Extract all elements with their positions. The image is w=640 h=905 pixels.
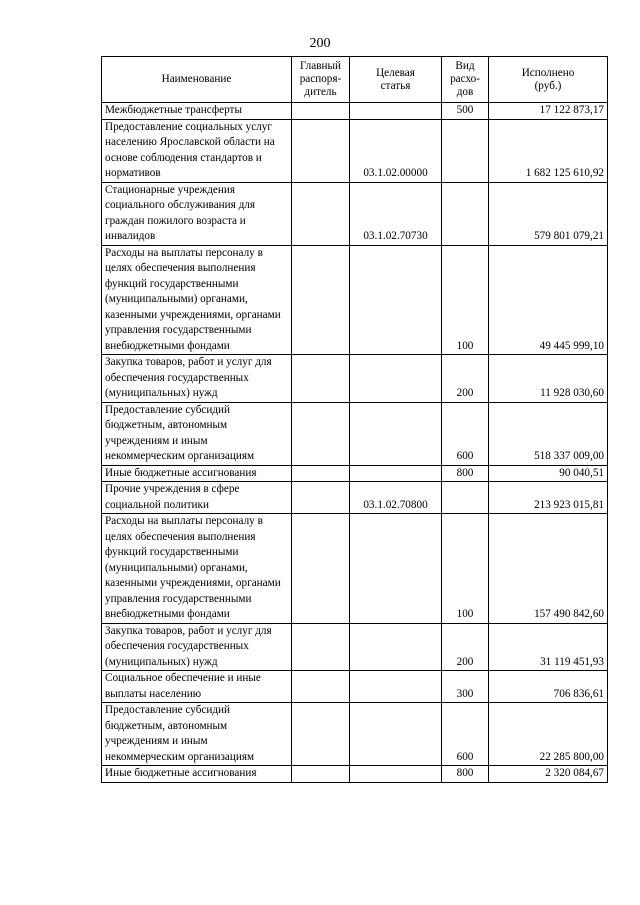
row-name: Предоставление субсидий бюджетным, автономным учреждениям и иным некоммерческим организациям: [102, 703, 292, 766]
row-admin: [292, 465, 350, 482]
row-name: Социальное обеспечение и иные выплаты населению: [102, 671, 292, 703]
row-admin: [292, 402, 350, 465]
row-code: [350, 671, 442, 703]
table-row: [102, 245, 608, 355]
row-admin: [292, 245, 350, 355]
row-name: Иные бюджетные ассигнования: [102, 766, 292, 783]
row-admin: [292, 671, 350, 703]
table-row: [102, 103, 608, 120]
row-admin: [292, 482, 350, 514]
row-amount: 1 682 125 610,92: [489, 119, 608, 182]
row-amount: 17 122 873,17: [489, 103, 608, 120]
row-amount: 90 040,51: [489, 465, 608, 482]
header-admin: Главный распоря- дитель: [292, 57, 350, 103]
row-amount: 518 337 009,00: [489, 402, 608, 465]
page-number: 200: [309, 36, 331, 51]
row-code: 03.1.02.70730: [350, 182, 442, 245]
table-row: [102, 482, 608, 514]
row-admin: [292, 766, 350, 783]
row-code: [350, 514, 442, 624]
row-name: Прочие учреждения в сфере социальной политики: [102, 482, 292, 514]
row-amount: 11 928 030,60: [489, 355, 608, 403]
row-name: Иные бюджетные ассигнования: [102, 465, 292, 482]
row-name: Предоставление социальных услуг населению Ярославской области на основе соблюдения стандартов и нормативов: [102, 119, 292, 182]
table-row: [102, 703, 608, 766]
row-kind: [442, 182, 489, 245]
table-header-row: [102, 57, 608, 103]
table-row: [102, 355, 608, 403]
table-row: [102, 119, 608, 182]
row-name: Стационарные учреждения социального обслуживания для граждан пожилого возраста и инвалидов: [102, 182, 292, 245]
row-code: [350, 245, 442, 355]
table-row: [102, 514, 608, 624]
row-kind: 200: [442, 623, 489, 671]
row-admin: [292, 182, 350, 245]
row-amount: 213 923 015,81: [489, 482, 608, 514]
row-admin: [292, 514, 350, 624]
row-kind: 300: [442, 671, 489, 703]
row-name: Закупка товаров, работ и услуг для обеспечения государственных (муниципальных) нужд: [102, 623, 292, 671]
row-code: [350, 703, 442, 766]
row-name: Закупка товаров, работ и услуг для обеспечения государственных (муниципальных) нужд: [102, 355, 292, 403]
row-code: [350, 103, 442, 120]
row-kind: [442, 119, 489, 182]
table-row: [102, 623, 608, 671]
table-row: [102, 766, 608, 783]
header-name: Наименование: [102, 57, 292, 103]
row-admin: [292, 103, 350, 120]
header-target: Целевая статья: [350, 57, 442, 103]
row-code: [350, 355, 442, 403]
row-amount: 49 445 999,10: [489, 245, 608, 355]
row-amount: 22 285 800,00: [489, 703, 608, 766]
row-code: [350, 465, 442, 482]
header-kind: Вид расхо- дов: [442, 57, 489, 103]
row-code: 03.1.02.70800: [350, 482, 442, 514]
row-kind: 500: [442, 103, 489, 120]
row-amount: 31 119 451,93: [489, 623, 608, 671]
row-kind: 600: [442, 402, 489, 465]
row-kind: [442, 482, 489, 514]
row-admin: [292, 355, 350, 403]
table-row: [102, 402, 608, 465]
row-code: [350, 623, 442, 671]
row-admin: [292, 119, 350, 182]
row-name: Межбюджетные трансферты: [102, 103, 292, 120]
table-row: [102, 465, 608, 482]
row-kind: 100: [442, 514, 489, 624]
row-name: Расходы на выплаты персоналу в целях обеспечения выполнения функций государственными (муниципальными) органами, казенными учреждениями, органами управления государственными внебюджетными фондами: [102, 245, 292, 355]
row-amount: 579 801 079,21: [489, 182, 608, 245]
row-code: [350, 402, 442, 465]
row-kind: 800: [442, 766, 489, 783]
row-code: 03.1.02.00000: [350, 119, 442, 182]
row-code: [350, 766, 442, 783]
budget-table: [101, 56, 608, 783]
header-amount: Исполнено (руб.): [489, 57, 608, 103]
table-row: [102, 182, 608, 245]
row-kind: 800: [442, 465, 489, 482]
row-admin: [292, 703, 350, 766]
row-admin: [292, 623, 350, 671]
row-name: Расходы на выплаты персоналу в целях обеспечения выполнения функций государственными (муниципальными) органами, казенными учреждениями, органами управления государственными внебюджетными фондами: [102, 514, 292, 624]
row-kind: 200: [442, 355, 489, 403]
row-amount: 706 836,61: [489, 671, 608, 703]
row-amount: 2 320 084,67: [489, 766, 608, 783]
table-row: [102, 671, 608, 703]
row-amount: 157 490 842,60: [489, 514, 608, 624]
row-kind: 600: [442, 703, 489, 766]
row-name: Предоставление субсидий бюджетным, автономным учреждениям и иным некоммерческим организациям: [102, 402, 292, 465]
row-kind: 100: [442, 245, 489, 355]
